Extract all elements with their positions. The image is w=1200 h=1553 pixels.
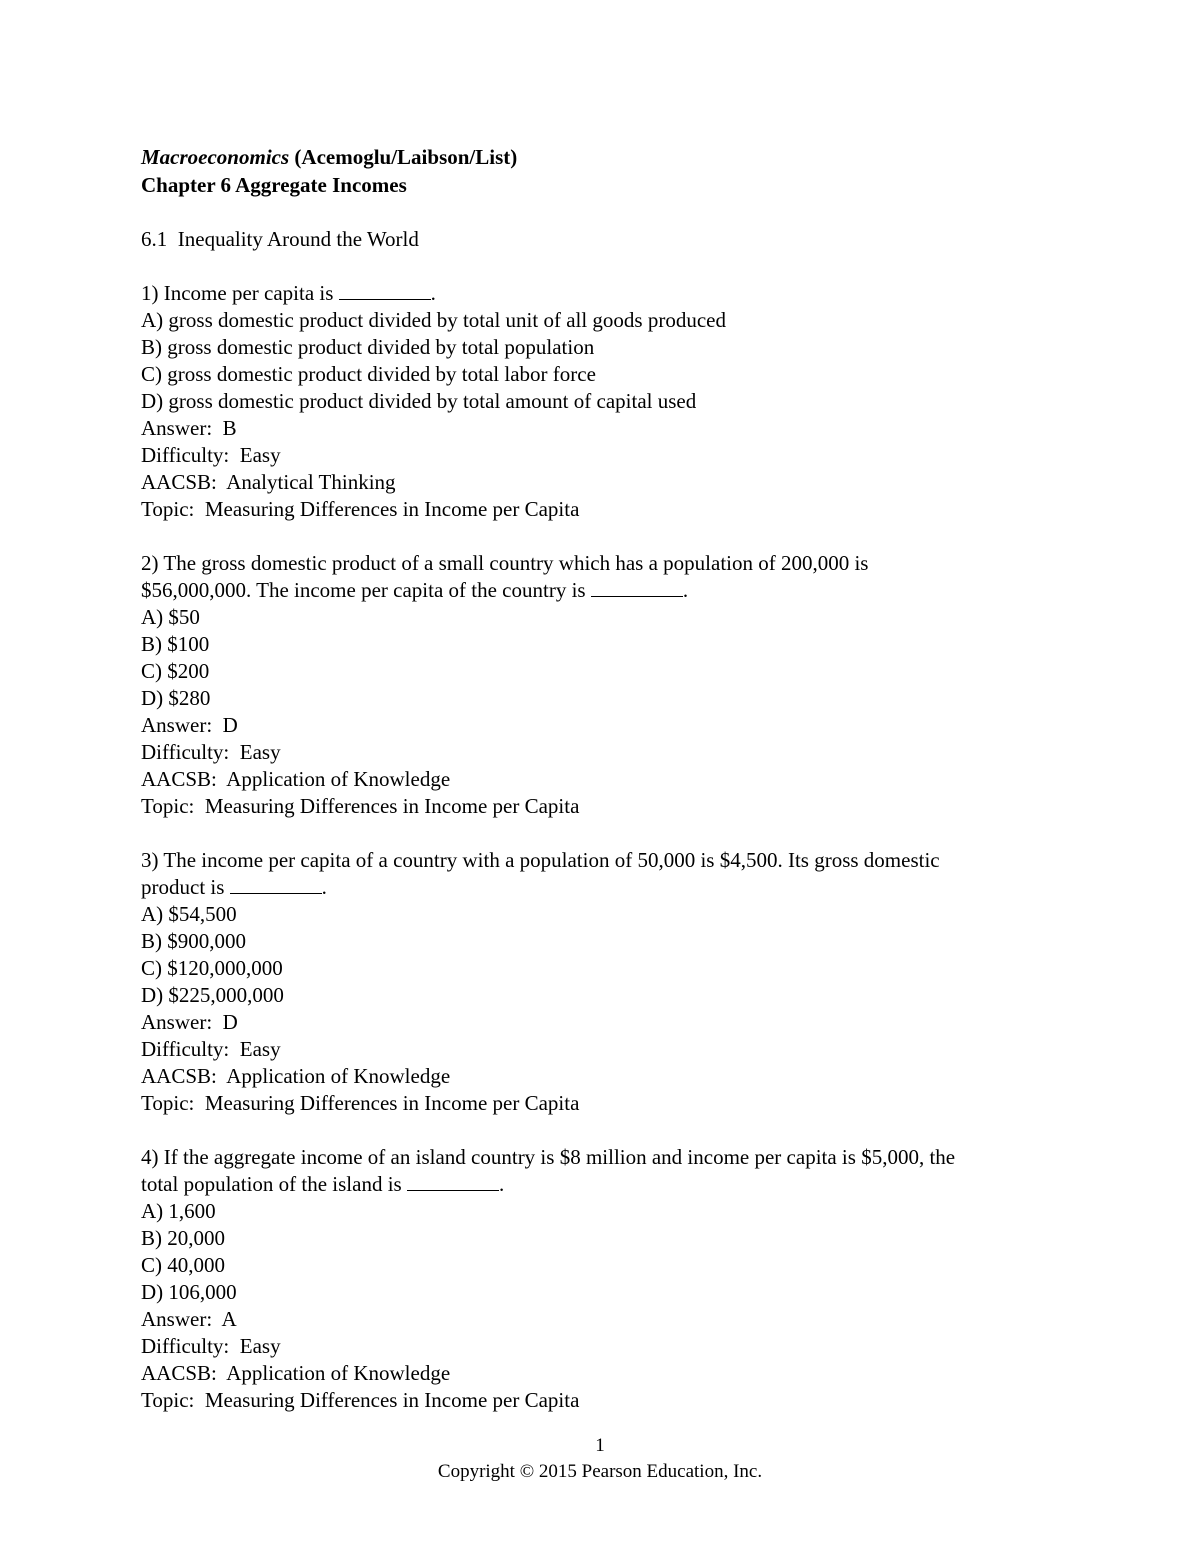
- document-page: [141, 143, 1081, 1414]
- option-a: A) gross domestic product divided by total unit of all goods produced: [141, 308, 726, 332]
- aacsb-line: AACSB: Application of Knowledge: [141, 767, 451, 791]
- option-a: A) $54,500: [141, 902, 237, 926]
- topic-line: Topic: Measuring Differences in Income per Capita: [141, 794, 580, 818]
- book-header: [141, 143, 1081, 171]
- aacsb-line: AACSB: Analytical Thinking: [141, 470, 396, 494]
- answer-blank: [230, 875, 322, 894]
- difficulty-line: Difficulty: Easy: [141, 443, 281, 467]
- option-b: B) gross domestic product divided by total population: [141, 335, 595, 359]
- difficulty-line: Difficulty: Easy: [141, 740, 281, 764]
- question-stem-end: .: [498, 1172, 505, 1196]
- option-c: C) gross domestic product divided by total labor force: [141, 362, 596, 386]
- question-2: [141, 550, 1081, 820]
- difficulty-line: Difficulty: Easy: [141, 1334, 281, 1358]
- question-stem-text: total population of the island is: [141, 1172, 407, 1196]
- question-stem-continued: [141, 1171, 1081, 1198]
- question-stem: 4) If the aggregate income of an island country is $8 million and income per capita is $5,000, the: [141, 1145, 956, 1169]
- question-3: [141, 847, 1081, 1117]
- option-b: B) $100: [141, 632, 210, 656]
- chapter-title: Chapter 6 Aggregate Incomes: [141, 173, 407, 197]
- book-title: Macroeconomics: [141, 145, 290, 169]
- option-d: D) 106,000: [141, 1280, 237, 1304]
- option-d: D) $225,000,000: [141, 983, 284, 1007]
- answer-blank: [591, 578, 683, 597]
- option-a: A) $50: [141, 605, 200, 629]
- question-stem: 2) The gross domestic product of a small country which has a population of 200,000 is: [141, 551, 869, 575]
- topic-line: Topic: Measuring Differences in Income per Capita: [141, 1091, 580, 1115]
- question-stem-text: $56,000,000. The income per capita of the country is: [141, 578, 591, 602]
- aacsb-line: AACSB: Application of Knowledge: [141, 1361, 451, 1385]
- answer-blank: [407, 1172, 499, 1191]
- option-b: B) 20,000: [141, 1226, 225, 1250]
- option-c: C) $120,000,000: [141, 956, 283, 980]
- question-stem-text: product is: [141, 875, 230, 899]
- difficulty-line: Difficulty: Easy: [141, 1037, 281, 1061]
- option-d: D) $280: [141, 686, 211, 710]
- option-c: C) $200: [141, 659, 210, 683]
- option-d: D) gross domestic product divided by total amount of capital used: [141, 389, 697, 413]
- answer-line: Answer: A: [141, 1307, 237, 1331]
- option-a: A) 1,600: [141, 1199, 216, 1223]
- question-stem: [141, 280, 1081, 307]
- topic-line: Topic: Measuring Differences in Income per Capita: [141, 497, 580, 521]
- question-stem-continued: [141, 577, 1081, 604]
- answer-blank: [339, 281, 431, 300]
- answer-line: Answer: B: [141, 416, 237, 440]
- question-stem: 3) The income per capita of a country with a population of 50,000 is $4,500. Its gross domestic: [141, 848, 940, 872]
- question-stem-text: 1) Income per capita is: [141, 281, 339, 305]
- question-4: [141, 1144, 1081, 1414]
- question-1: [141, 280, 1081, 523]
- question-stem-end: .: [682, 578, 689, 602]
- copyright-notice: Copyright © 2015 Pearson Education, Inc.: [437, 1461, 763, 1482]
- question-stem-end: .: [321, 875, 327, 899]
- question-stem-end: .: [430, 281, 436, 305]
- aacsb-line: AACSB: Application of Knowledge: [141, 1064, 451, 1088]
- option-b: B) $900,000: [141, 929, 246, 953]
- page-number: 1: [595, 1435, 605, 1456]
- answer-line: Answer: D: [141, 713, 238, 737]
- topic-line: Topic: Measuring Differences in Income per Capita: [141, 1388, 580, 1412]
- question-stem-continued: [141, 874, 1081, 901]
- book-authors: (Acemoglu/Laibson/List): [289, 145, 518, 169]
- section-heading: 6.1 Inequality Around the World: [141, 227, 419, 251]
- option-c: C) 40,000: [141, 1253, 225, 1277]
- answer-line: Answer: D: [141, 1010, 238, 1034]
